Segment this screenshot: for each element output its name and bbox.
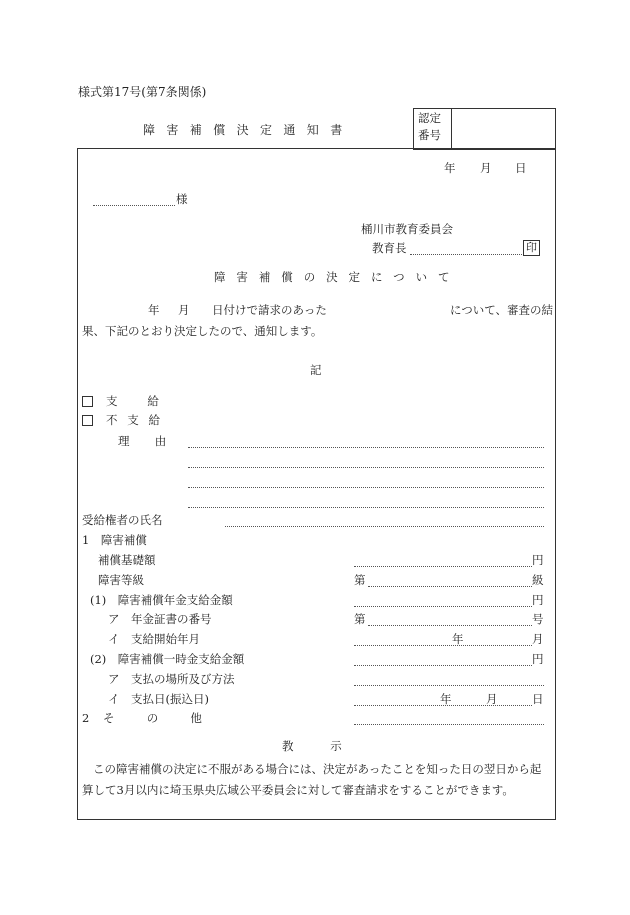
base-amount-unit: 円 bbox=[532, 553, 544, 567]
subject-heading: 障害補償の決定について bbox=[214, 270, 461, 284]
start-month-year-unit: 年 bbox=[452, 632, 464, 646]
start-month-label: イ 支給開始年月 bbox=[108, 632, 200, 646]
issuer-title: 教育長 bbox=[372, 241, 407, 255]
pay-checkbox[interactable] bbox=[82, 396, 93, 407]
payment-method-field[interactable] bbox=[354, 685, 544, 686]
cert-number-field[interactable] bbox=[452, 108, 554, 148]
grade-prefix: 第 bbox=[354, 573, 366, 587]
reason-label: 理由 bbox=[118, 434, 192, 448]
cert-label-1: 認定 bbox=[418, 111, 441, 125]
body-month: 月 bbox=[178, 303, 190, 317]
document-title: 障害補償決定通知書 bbox=[143, 123, 354, 137]
grade-field[interactable] bbox=[368, 586, 532, 587]
payment-date-label: イ 支払日(振込日) bbox=[108, 692, 209, 706]
date-day-label: 日 bbox=[515, 161, 527, 175]
base-amount-label: 補償基礎額 bbox=[98, 553, 156, 567]
reason-line-2[interactable] bbox=[188, 467, 544, 468]
date-month-label: 月 bbox=[480, 161, 492, 175]
certificate-number-label: ア 年金証書の番号 bbox=[108, 612, 212, 626]
not-pay-checkbox[interactable] bbox=[82, 415, 93, 426]
kyoji-line2: 算して3月以内に埼玉県央広域公平委員会に対して審査請求をすることができます。 bbox=[82, 783, 514, 797]
base-amount-field[interactable] bbox=[354, 566, 532, 567]
certificate-number-unit: 号 bbox=[532, 612, 544, 626]
certificate-number-field[interactable] bbox=[368, 625, 532, 626]
kyoji-line1: この障害補償の決定に不服がある場合には、決定があったことを知った日の翌日から起 bbox=[93, 762, 542, 776]
annuity-amount-field[interactable] bbox=[354, 606, 532, 607]
kyoji-heading: 教示 bbox=[282, 739, 379, 753]
body-after-text: について、審査の結 bbox=[450, 303, 554, 317]
start-month-field[interactable] bbox=[354, 645, 532, 646]
reason-line-3[interactable] bbox=[188, 487, 544, 488]
section1-label: 1 障害補償 bbox=[82, 533, 147, 547]
date-year-label: 年 bbox=[444, 161, 456, 175]
lumpsum-amount-unit: 円 bbox=[532, 652, 544, 666]
annuity-amount-unit: 円 bbox=[532, 593, 544, 607]
grade-label: 障害等級 bbox=[98, 573, 144, 587]
section2-label: その他 bbox=[103, 711, 235, 725]
recipient-name-field[interactable] bbox=[93, 205, 175, 206]
pay-label: 支給 bbox=[106, 394, 189, 408]
start-month-month-unit: 月 bbox=[532, 632, 544, 646]
section2-number: 2 bbox=[82, 711, 90, 725]
payment-date-month-unit: 月 bbox=[486, 692, 498, 706]
grade-unit: 級 bbox=[532, 573, 544, 587]
body-line2: 果、下記のとおり決定したので、通知します。 bbox=[82, 324, 323, 338]
lumpsum-amount-field[interactable] bbox=[354, 665, 532, 666]
not-pay-label: 不支給 bbox=[106, 413, 170, 427]
beneficiary-name-field[interactable] bbox=[225, 526, 544, 527]
cert-label-2: 番号 bbox=[418, 128, 441, 142]
payment-date-day-unit: 日 bbox=[532, 692, 544, 706]
reason-line-4[interactable] bbox=[188, 507, 544, 508]
reason-line-1[interactable] bbox=[188, 447, 544, 448]
body-request-text: 日付けで請求のあった bbox=[212, 303, 327, 317]
seal-mark: 印 bbox=[523, 240, 540, 256]
payment-method-label: ア 支払の場所及び方法 bbox=[108, 672, 235, 686]
payment-date-year-unit: 年 bbox=[440, 692, 452, 706]
beneficiary-label: 受給権者の氏名 bbox=[82, 513, 163, 527]
certificate-number-prefix: 第 bbox=[354, 612, 366, 626]
form-number: 様式第17号(第7条関係) bbox=[78, 85, 207, 99]
annuity-amount-label: (1) 障害補償年金支給金額 bbox=[90, 593, 233, 607]
issuer-name-field[interactable] bbox=[410, 254, 522, 255]
lumpsum-amount-label: (2) 障害補償一時金支給金額 bbox=[90, 652, 245, 666]
recipient-suffix: 様 bbox=[176, 192, 188, 206]
ki-heading: 記 bbox=[310, 363, 322, 377]
body-year: 年 bbox=[148, 303, 160, 317]
issuer-org: 桶川市教育委員会 bbox=[361, 222, 453, 236]
other-field[interactable] bbox=[354, 724, 544, 725]
